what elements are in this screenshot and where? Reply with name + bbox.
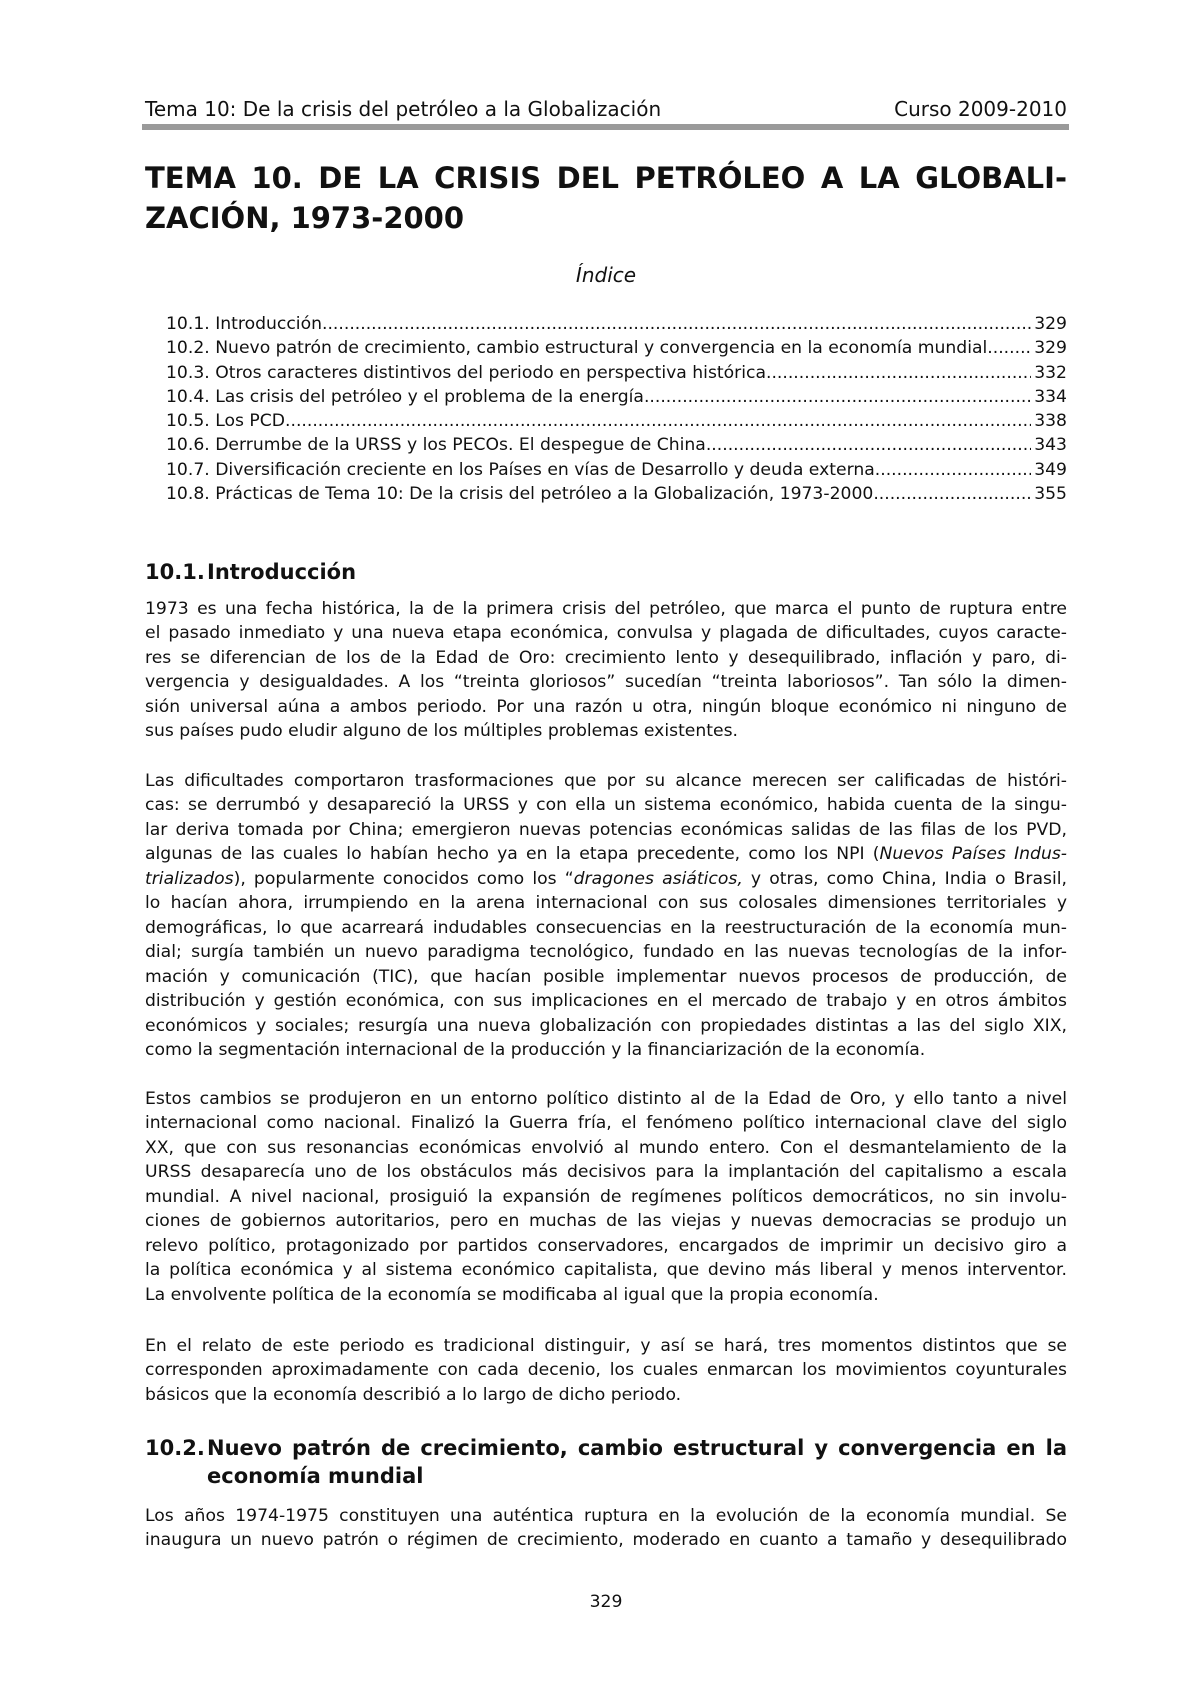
toc-entry[interactable] — [166, 482, 1067, 506]
toc-dot-leader — [706, 433, 1031, 457]
toc-entry-page: 343 — [1034, 435, 1067, 456]
paragraph-line: lo hacían ahora, irrumpiendo en la arena internacional con sus colosales dimensiones territoriales y — [145, 893, 1067, 914]
paragraph-line: res se diferencian de los de la Edad de Oro: crecimiento lento y desequilibrado, inflación y paro, di- — [145, 647, 1067, 668]
paragraph-line: como la segmentación internacional de la producción y la financiarización de la economía. — [145, 1040, 926, 1061]
toc-dot-leader — [875, 458, 1031, 482]
paragraph-line: sión universal aúna a ambos periodo. Por una razón u otra, ningún bloque económico ni ninguno de — [145, 696, 1067, 717]
toc-dot-leader — [285, 409, 1031, 433]
paragraph — [145, 1504, 1067, 1553]
table-of-contents — [166, 312, 1067, 506]
running-header-course: Curso 2009-2010 — [894, 97, 1067, 121]
paragraph-line: el pasado inmediato y una nueva etapa económica, convulsa y plagada de dificultades, cuyos caracte- — [145, 623, 1067, 644]
paragraph-line: distribución y gestión económica, con sus implicaciones en el mercado de trabajo y en otros ámbitos — [145, 991, 1067, 1012]
toc-entry[interactable] — [166, 433, 1067, 457]
toc-entry-label: 10.6. Derrumbe de la URSS y los PECOs. El despegue de China — [166, 435, 706, 456]
toc-dot-leader — [873, 482, 1031, 506]
paragraph-line: relevo político, protagonizado por partidos conservadores, encargados de imprimir un decisivo giro a — [145, 1235, 1067, 1256]
toc-entry-page: 349 — [1034, 459, 1067, 480]
paragraph — [145, 1334, 1067, 1408]
toc-entry-label: 10.1. Introducción — [166, 314, 322, 334]
toc-dot-leader — [766, 361, 1031, 385]
section-number: 10.1. — [145, 560, 205, 584]
paragraph-line: la política económica y al sistema económico capitalista, que devino más liberal y menos interventor. — [145, 1260, 1067, 1281]
section-title-line: economía mundial — [207, 1464, 424, 1488]
paragraph-line: dial; surgía también un nuevo paradigma tecnológico, fundado en las nuevas tecnologías de la infor- — [145, 942, 1067, 963]
text-span: algunas de las cuales lo habían hecho ya en la etapa precedente, como los NPI ( — [145, 844, 880, 865]
index-heading: Índice — [575, 263, 637, 287]
toc-entry[interactable] — [166, 458, 1067, 482]
paragraph-line: cas: se derrumbó y desapareció la URSS y con ella un sistema económico, habida cuenta de la singu- — [145, 795, 1067, 816]
paragraph-line: Los años 1974-1975 constituyen una auténtica ruptura en la evolución de la economía mundial. Se — [145, 1505, 1067, 1526]
paragraph-line: Estos cambios se produjeron en un entorno político distinto al de la Edad de Oro, y ello tanto a nivel — [145, 1088, 1067, 1109]
paragraph-line: internacional como nacional. Finalizó la Guerra fría, el fenómeno político internacional clave del siglo — [145, 1113, 1067, 1134]
italic-text: trializados — [145, 868, 234, 889]
chapter-title — [145, 158, 1067, 238]
toc-entry-page: 334 — [1034, 386, 1067, 407]
italic-text: dragones asiáticos, — [573, 868, 743, 889]
toc-entry-page: 329 — [1034, 314, 1067, 334]
paragraph-line: inaugura un nuevo patrón o régimen de crecimiento, moderado en cuanto a tamaño y desequilibrado — [145, 1530, 1067, 1551]
toc-entry-page: 329 — [1034, 338, 1067, 359]
paragraph-line: mundial. A nivel nacional, prosiguió la expansión de regímenes políticos democráticos, no sin involu- — [145, 1186, 1067, 1207]
paragraph-line: demográficas, lo que acarreará indudables consecuencias en la reestructuración de la economía mun- — [145, 917, 1067, 938]
text-span: y otras, como China, India o Brasil, — [742, 868, 1067, 889]
page-number: 329 — [589, 1592, 623, 1612]
paragraph-line: básicos que la economía describió a lo largo de dicho periodo. — [145, 1384, 682, 1405]
section-title-line: Introducción — [207, 560, 357, 584]
paragraph-line: lar deriva tomada por China; emergieron nuevas potencias económicas salidas de las filas de los PVD, — [145, 819, 1067, 840]
toc-entry-label: 10.3. Otros caracteres distintivos del periodo en perspectiva histórica — [166, 362, 766, 383]
running-header — [145, 97, 1067, 121]
toc-entry-page: 338 — [1034, 411, 1067, 432]
toc-entry[interactable] — [166, 385, 1067, 409]
toc-entry-label: 10.8. Prácticas de Tema 10: De la crisis del petróleo a la Globalización, 1973-2000 — [166, 484, 874, 505]
paragraph — [145, 597, 1067, 744]
paragraph-line: corresponden aproximadamente con cada decenio, los cuales enmarcan los movimientos coyunturales — [145, 1360, 1067, 1381]
toc-entry-page: 332 — [1034, 362, 1067, 383]
toc-entry[interactable] — [166, 409, 1067, 433]
paragraph-line: mación y comunicación (TIC), que hacían posible implementar nuevos procesos de producción, de — [145, 966, 1067, 987]
toc-entry-label: 10.7. Diversificación creciente en los Países en vías de Desarrollo y deuda externa — [166, 459, 875, 480]
paragraph-line: sus países pudo eludir alguno de los múltiples problemas existentes. — [145, 721, 739, 742]
paragraph-line — [145, 842, 1067, 867]
toc-entry-label: 10.4. Las crisis del petróleo y el problema de la energía — [166, 386, 644, 407]
paragraph — [145, 1087, 1067, 1308]
toc-dot-leader — [322, 312, 1031, 336]
text-span: ), popularmente conocidos como los “ — [233, 868, 574, 889]
paragraph-line: económicos y sociales; resurgía una nueva globalización con propiedades distintas a las del siglo XIX, — [145, 1015, 1067, 1036]
chapter-title-line: TEMA 10. DE LA CRISIS DEL PETRÓLEO A LA GLOBALI- — [145, 161, 1067, 195]
toc-entry-label: 10.2. Nuevo patrón de crecimiento, cambio estructural y convergencia en la economía mundial — [166, 338, 988, 359]
section-heading — [145, 558, 1067, 586]
toc-entry-page: 355 — [1034, 484, 1067, 505]
header-rule — [142, 124, 1069, 130]
paragraph-line: ciones de gobiernos autoritarios, pero en muchas de las viejas y nuevas democracias se produjo un — [145, 1211, 1067, 1232]
paragraph — [145, 769, 1067, 1063]
italic-text: Nuevos Países Indus- — [879, 844, 1067, 865]
paragraph-line: Las dificultades comportaron trasformaciones que por su alcance merecen ser calificadas de históri- — [145, 770, 1067, 791]
section-title-line: Nuevo patrón de crecimiento, cambio estructural y convergencia en la — [207, 1436, 1067, 1460]
section-heading — [145, 1434, 1067, 1490]
toc-entry-label: 10.5. Los PCD — [166, 411, 286, 432]
paragraph-line: URSS desaparecía uno de los obstáculos más decisivos para la implantación del capitalismo a escala — [145, 1162, 1067, 1183]
paragraph-line: La envolvente política de la economía se modificaba al igual que la propia economía. — [145, 1284, 879, 1305]
toc-entry[interactable] — [166, 312, 1067, 336]
toc-entry[interactable] — [166, 336, 1067, 360]
section-title — [207, 558, 1067, 586]
paragraph-line: XX, que con sus resonancias económicas envolvió al mundo entero. Con el desmantelamiento de la — [145, 1137, 1067, 1158]
running-header-title: Tema 10: De la crisis del petróleo a la Globalización — [145, 97, 662, 121]
toc-dot-leader — [987, 336, 1031, 360]
section-title — [207, 1434, 1067, 1490]
paragraph-line: En el relato de este periodo es tradicional distinguir, y así se hará, tres momentos distintos que se — [145, 1335, 1067, 1356]
toc-dot-leader — [644, 385, 1031, 409]
section-number: 10.2. — [145, 1436, 205, 1460]
paragraph-line: 1973 es una fecha histórica, la de la primera crisis del petróleo, que marca el punto de ruptura entre — [145, 598, 1067, 619]
paragraph-line: vergencia y desigualdades. A los “treinta gloriosos” sucedían “treinta laboriosos”. Tan sólo la dimen- — [145, 672, 1067, 693]
toc-entry[interactable] — [166, 361, 1067, 385]
paragraph-line — [145, 867, 1067, 892]
chapter-title-line: ZACIÓN, 1973-2000 — [145, 201, 465, 235]
